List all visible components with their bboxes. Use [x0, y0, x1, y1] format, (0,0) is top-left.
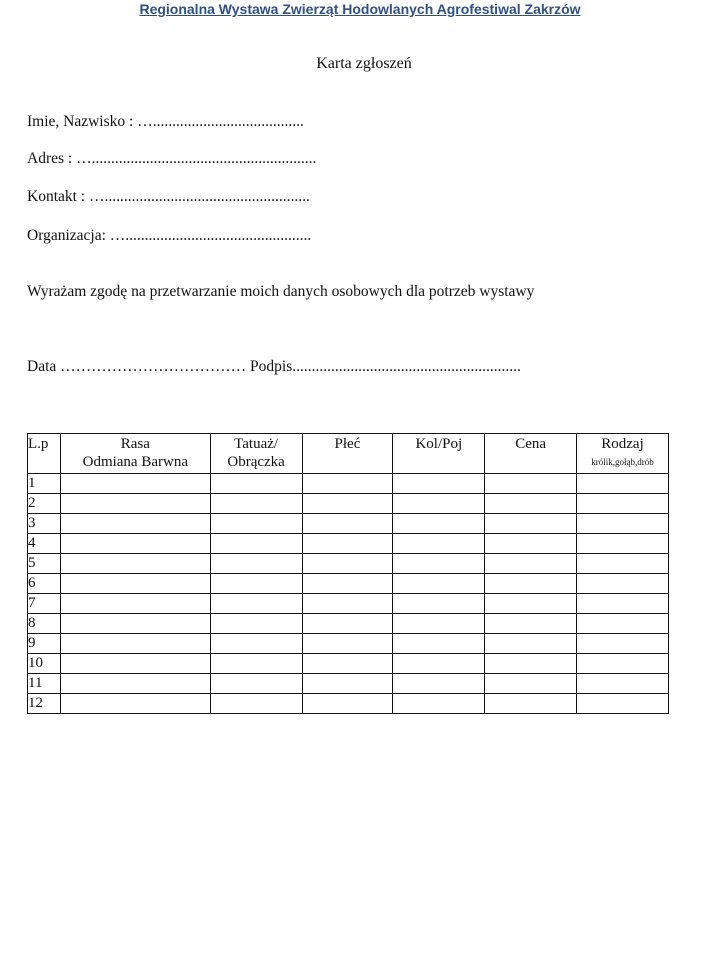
rodzaj-cell[interactable]: [577, 554, 669, 574]
plec-cell[interactable]: [302, 694, 393, 714]
tatuaz-cell[interactable]: [210, 614, 302, 634]
table-row: [28, 534, 669, 554]
rodzaj-cell[interactable]: [577, 614, 669, 634]
header-rodzaj: [577, 434, 669, 474]
header-tatuaz-line2: Obrączka: [227, 454, 285, 470]
tatuaz-cell[interactable]: [210, 554, 302, 574]
rodzaj-cell[interactable]: [577, 574, 669, 594]
kolpoj-cell[interactable]: [393, 554, 485, 574]
rasa-cell[interactable]: [60, 674, 210, 694]
kolpoj-cell[interactable]: [393, 634, 485, 654]
field-organization: [27, 227, 311, 245]
rasa-cell[interactable]: [60, 614, 210, 634]
kolpoj-cell[interactable]: [393, 534, 485, 554]
rodzaj-cell[interactable]: [577, 534, 669, 554]
field-name-label: Imie, Nazwisko :: [27, 113, 138, 130]
kolpoj-cell[interactable]: [393, 474, 485, 494]
header-tatuaz: [210, 434, 302, 474]
rodzaj-cell[interactable]: [577, 674, 669, 694]
cena-cell[interactable]: [485, 514, 577, 534]
rasa-cell[interactable]: [60, 494, 210, 514]
rasa-cell[interactable]: [60, 474, 210, 494]
table-row: [28, 514, 669, 534]
date-dots: ………………………………: [60, 358, 251, 375]
kolpoj-cell[interactable]: [393, 514, 485, 534]
cena-cell[interactable]: [485, 614, 577, 634]
signature-dots: ...........................................................: [292, 358, 521, 375]
plec-cell[interactable]: [302, 654, 393, 674]
kolpoj-cell[interactable]: [393, 594, 485, 614]
table-row: [28, 554, 669, 574]
rodzaj-cell[interactable]: [577, 634, 669, 654]
cena-cell[interactable]: [485, 534, 577, 554]
rasa-cell[interactable]: [60, 594, 210, 614]
kolpoj-cell[interactable]: [393, 694, 485, 714]
rodzaj-cell[interactable]: [577, 594, 669, 614]
tatuaz-cell[interactable]: [210, 654, 302, 674]
date-signature-line: [27, 358, 521, 376]
field-organization-label: Organizacja:: [27, 227, 110, 244]
date-label: Data: [27, 358, 61, 375]
header-tatuaz-line1: Tatuaż/: [234, 436, 279, 452]
kolpoj-cell[interactable]: [393, 574, 485, 594]
cena-cell[interactable]: [485, 474, 577, 494]
table-row: [28, 634, 669, 654]
table-row: [28, 654, 669, 674]
tatuaz-cell[interactable]: [210, 574, 302, 594]
field-address-label: Adres :: [27, 150, 77, 167]
plec-cell[interactable]: [302, 494, 393, 514]
cena-cell[interactable]: [485, 654, 577, 674]
field-name-dots: ….......................................: [137, 113, 304, 130]
table-row: [28, 614, 669, 634]
header-kolpoj: Kol/Poj: [393, 434, 485, 474]
header-lp: L.p: [28, 434, 61, 474]
header-rodzaj-note: królik,gołąb,drób: [591, 457, 654, 467]
rasa-cell[interactable]: [60, 634, 210, 654]
table-row: [28, 674, 669, 694]
plec-cell[interactable]: [302, 614, 393, 634]
header-cena: Cena: [485, 434, 577, 474]
plec-cell[interactable]: [302, 574, 393, 594]
table-row: [28, 574, 669, 594]
tatuaz-cell[interactable]: [210, 594, 302, 614]
rasa-cell[interactable]: [60, 554, 210, 574]
rasa-cell[interactable]: [60, 534, 210, 554]
cena-cell[interactable]: [485, 494, 577, 514]
header-title: Regionalna Wystawa Zwierząt Hodowlanych Agrofestiwal Zakrzów: [139, 1, 581, 17]
plec-cell[interactable]: [302, 674, 393, 694]
plec-cell[interactable]: [302, 534, 393, 554]
rodzaj-cell[interactable]: [577, 654, 669, 674]
plec-cell[interactable]: [302, 474, 393, 494]
tatuaz-cell[interactable]: [210, 514, 302, 534]
tatuaz-cell[interactable]: [210, 474, 302, 494]
lp-cell: 11: [28, 674, 61, 694]
tatuaz-cell[interactable]: [210, 534, 302, 554]
signature-label: Podpis: [250, 358, 293, 375]
lp-cell: 8: [28, 614, 61, 634]
header-rasa-line1: Rasa: [120, 436, 150, 452]
lp-cell: 2: [28, 494, 61, 514]
form-title: Karta zgłoszeń: [316, 55, 412, 72]
field-contact-dots: ….....................................................: [89, 188, 310, 205]
plec-cell[interactable]: [302, 514, 393, 534]
plec-cell[interactable]: [302, 634, 393, 654]
lp-cell: 10: [28, 654, 61, 674]
lp-cell: 3: [28, 514, 61, 534]
tatuaz-cell[interactable]: [210, 694, 302, 714]
lp-cell: 1: [28, 474, 61, 494]
field-address-dots: …..........................................................: [76, 150, 317, 167]
kolpoj-cell[interactable]: [393, 494, 485, 514]
table-header-row: [28, 434, 669, 474]
field-contact-label: Kontakt :: [27, 188, 89, 205]
cena-cell[interactable]: [485, 674, 577, 694]
table-row: [28, 594, 669, 614]
rodzaj-cell[interactable]: [577, 494, 669, 514]
rasa-cell[interactable]: [60, 654, 210, 674]
table-row: [28, 694, 669, 714]
entries-table: [27, 433, 669, 714]
cena-cell[interactable]: [485, 574, 577, 594]
cena-cell[interactable]: [485, 594, 577, 614]
header-rodzaj-label: Rodzaj: [601, 436, 644, 452]
consent-statement: Wyrażam zgodę na przetwarzanie moich danych osobowych dla potrzeb wystawy: [27, 283, 535, 300]
rasa-cell[interactable]: [60, 514, 210, 534]
plec-cell[interactable]: [302, 554, 393, 574]
rasa-cell[interactable]: [60, 574, 210, 594]
field-name: [27, 113, 304, 131]
lp-cell: 12: [28, 694, 61, 714]
tatuaz-cell[interactable]: [210, 494, 302, 514]
tatuaz-cell[interactable]: [210, 634, 302, 654]
lp-cell: 6: [28, 574, 61, 594]
lp-cell: 5: [28, 554, 61, 574]
field-address: [27, 150, 316, 168]
rodzaj-cell[interactable]: [577, 514, 669, 534]
header-rasa-line2: Odmiana Barwna: [82, 454, 188, 470]
rodzaj-cell[interactable]: [577, 694, 669, 714]
rasa-cell[interactable]: [60, 694, 210, 714]
cena-cell[interactable]: [485, 554, 577, 574]
lp-cell: 7: [28, 594, 61, 614]
header-plec: Płeć: [302, 434, 393, 474]
cena-cell[interactable]: [485, 634, 577, 654]
tatuaz-cell[interactable]: [210, 674, 302, 694]
kolpoj-cell[interactable]: [393, 654, 485, 674]
lp-cell: 9: [28, 634, 61, 654]
lp-cell: 4: [28, 534, 61, 554]
header-rasa: [60, 434, 210, 474]
kolpoj-cell[interactable]: [393, 614, 485, 634]
cena-cell[interactable]: [485, 694, 577, 714]
plec-cell[interactable]: [302, 594, 393, 614]
field-organization-dots: …................................................: [109, 227, 312, 244]
table-row: [28, 474, 669, 494]
field-contact: [27, 188, 310, 206]
table-row: [28, 494, 669, 514]
kolpoj-cell[interactable]: [393, 674, 485, 694]
rodzaj-cell[interactable]: [577, 474, 669, 494]
